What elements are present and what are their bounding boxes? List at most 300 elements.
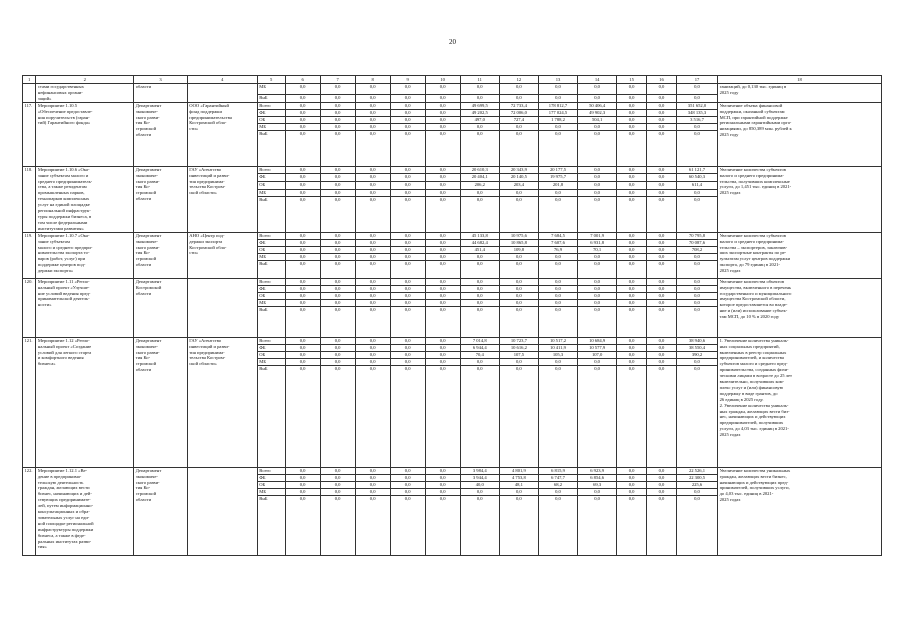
amount-cell: 0,0 <box>425 232 460 239</box>
header-cell: 17 <box>676 76 717 84</box>
amount-cell: 0,0 <box>578 299 617 306</box>
amount-cell: 0,0 <box>355 253 390 260</box>
amount-cell: 70 795,8 <box>676 232 717 239</box>
amount-cell: 0,0 <box>617 474 647 481</box>
amount-cell: 351 652,0 <box>676 102 717 109</box>
amount-cell: 105,3 <box>538 351 577 358</box>
amount-cell: 61 121,7 <box>676 166 717 174</box>
amount-cell: 48,1 <box>499 481 538 488</box>
amount-cell: 0,0 <box>460 197 499 232</box>
amount-cell: 0,0 <box>460 84 499 95</box>
amount-cell: 0,0 <box>647 306 677 337</box>
program-table <box>22 75 882 556</box>
amount-cell: 0,0 <box>285 467 320 474</box>
amount-cell: 0,0 <box>320 189 355 197</box>
funding-source-cell: МБ <box>257 123 285 130</box>
amount-cell: 0,0 <box>499 358 538 365</box>
row-number-cell: 119. <box>23 232 36 278</box>
amount-cell: 0,0 <box>390 488 425 495</box>
amount-cell: 0,0 <box>617 467 647 474</box>
amount-cell: 0,0 <box>355 467 390 474</box>
funding-source-cell: ВнБ <box>257 260 285 278</box>
table-body <box>23 84 882 556</box>
amount-cell: 0,0 <box>285 189 320 197</box>
amount-cell: 0,0 <box>647 365 677 467</box>
amount-cell: 0,0 <box>320 174 355 182</box>
page-number: 20 <box>449 38 456 46</box>
amount-cell: 0,0 <box>499 488 538 495</box>
amount-cell: 0,0 <box>647 337 677 344</box>
amount-cell: 0,0 <box>355 481 390 488</box>
amount-cell: 0,0 <box>355 292 390 299</box>
funding-source-cell: МБ <box>257 299 285 306</box>
amount-cell: 0,0 <box>390 197 425 232</box>
amount-cell: 40,0 <box>460 481 499 488</box>
amount-cell: 0,0 <box>676 94 717 102</box>
funding-source-cell: ОБ <box>257 481 285 488</box>
amount-cell: 0,0 <box>460 285 499 292</box>
amount-cell: 10 411,9 <box>538 344 577 351</box>
amount-cell: 0,0 <box>320 278 355 285</box>
funding-source-cell: Всего <box>257 166 285 174</box>
amount-cell: 0,0 <box>676 130 717 166</box>
funding-source-cell: ФБ <box>257 344 285 351</box>
amount-cell: 0,0 <box>355 260 390 278</box>
amount-cell: 0,0 <box>285 174 320 182</box>
header-cell: 11 <box>460 76 499 84</box>
amount-cell: 0,0 <box>647 197 677 232</box>
amount-cell: 0,0 <box>578 253 617 260</box>
amount-cell: 6 815,9 <box>538 467 577 474</box>
funding-source-cell: МБ <box>257 253 285 260</box>
amount-cell: 0,0 <box>425 130 460 166</box>
header-cell: 7 <box>320 76 355 84</box>
amount-cell: 0,0 <box>578 123 617 130</box>
amount-cell: 0,0 <box>285 481 320 488</box>
amount-cell: 0,0 <box>676 197 717 232</box>
amount-cell: 0,0 <box>538 278 577 285</box>
funding-source-cell: МБ <box>257 189 285 197</box>
amount-cell: 0,0 <box>425 337 460 344</box>
amount-cell: 0,0 <box>355 344 390 351</box>
funding-source-cell: ВнБ <box>257 197 285 232</box>
header-cell: 4 <box>187 76 257 84</box>
amount-cell: 44 682,4 <box>460 239 499 246</box>
amount-cell: 0,0 <box>320 116 355 123</box>
amount-cell: 0,0 <box>425 166 460 174</box>
amount-cell: 0,0 <box>647 246 677 253</box>
header-cell: 2 <box>36 76 134 84</box>
amount-cell: 0,0 <box>355 365 390 467</box>
amount-cell: 0,0 <box>578 182 617 190</box>
amount-cell: 0,0 <box>390 358 425 365</box>
amount-cell: 0,0 <box>355 109 390 116</box>
amount-cell: 0,0 <box>320 306 355 337</box>
amount-cell: 0,0 <box>499 299 538 306</box>
amount-cell: 225,6 <box>676 481 717 488</box>
amount-cell: 0,0 <box>425 102 460 109</box>
expected-result-cell: Увеличение количества субъектов малого и среднего предпринима- тельства – экспортеров, заключив- ших экспортные контракты по ре- зультатам услуг центров поддержки экспорта, до 79 единиц в 2021- 2025 годах <box>718 232 882 278</box>
amount-cell: 0,0 <box>390 278 425 285</box>
amount-cell: 0,0 <box>617 285 647 292</box>
amount-cell: 0,0 <box>425 278 460 285</box>
amount-cell: 201,8 <box>538 182 577 190</box>
amount-cell: 0,0 <box>617 481 647 488</box>
amount-cell: 203,4 <box>499 182 538 190</box>
amount-cell: 1 788,2 <box>538 116 577 123</box>
amount-cell: 0,0 <box>617 351 647 358</box>
amount-cell: 0,0 <box>390 130 425 166</box>
table-row <box>23 102 882 109</box>
funding-source-cell: ВнБ <box>257 365 285 467</box>
amount-cell: 0,0 <box>460 358 499 365</box>
funding-source-cell: ФБ <box>257 239 285 246</box>
amount-cell: 20 404,1 <box>460 174 499 182</box>
header-cell: 18 <box>718 76 882 84</box>
amount-cell: 0,0 <box>499 94 538 102</box>
amount-cell: 0,0 <box>647 351 677 358</box>
header-cell: 12 <box>499 76 538 84</box>
executor-cell: Департамент экономиче- ского разви- тия Ко- стромской области <box>134 102 188 166</box>
amount-cell: 0,0 <box>390 182 425 190</box>
amount-cell: 708,2 <box>676 246 717 253</box>
amount-cell: 0,0 <box>460 189 499 197</box>
amount-cell: 0,0 <box>617 232 647 239</box>
amount-cell: 0,0 <box>676 488 717 495</box>
amount-cell: 0,0 <box>617 130 647 166</box>
amount-cell: 0,0 <box>355 189 390 197</box>
row-number-cell: 122. <box>23 467 36 555</box>
executor-cell: Департамент Костромской области <box>134 278 188 337</box>
amount-cell: 0,0 <box>538 358 577 365</box>
amount-cell: 3 944,4 <box>460 474 499 481</box>
amount-cell: 0,0 <box>355 102 390 109</box>
amount-cell: 0,0 <box>578 365 617 467</box>
amount-cell: 0,0 <box>285 94 320 102</box>
amount-cell: 0,0 <box>320 260 355 278</box>
amount-cell: 0,0 <box>617 299 647 306</box>
amount-cell: 0,0 <box>647 253 677 260</box>
amount-cell: 0,0 <box>285 344 320 351</box>
amount-cell: 0,0 <box>617 306 647 337</box>
amount-cell: 0,0 <box>355 358 390 365</box>
amount-cell: 50 406,4 <box>578 102 617 109</box>
amount-cell: 0,0 <box>355 285 390 292</box>
amount-cell: 178 812,7 <box>538 102 577 109</box>
participant-cell <box>187 467 257 555</box>
amount-cell: 0,0 <box>285 84 320 95</box>
amount-cell: 0,0 <box>617 358 647 365</box>
executor-cell: Департамент экономиче- ского разви- тия Ко- стромской области <box>134 337 188 467</box>
amount-cell: 0,0 <box>320 299 355 306</box>
amount-cell: 0,0 <box>320 481 355 488</box>
amount-cell: 0,0 <box>285 292 320 299</box>
amount-cell: 0,0 <box>425 197 460 232</box>
amount-cell: 0,0 <box>617 174 647 182</box>
amount-cell: 0,0 <box>425 358 460 365</box>
amount-cell: 0,0 <box>647 278 677 285</box>
amount-cell: 0,0 <box>425 365 460 467</box>
amount-cell: 0,0 <box>499 253 538 260</box>
amount-cell: 0,0 <box>285 116 320 123</box>
amount-cell: 0,0 <box>617 246 647 253</box>
amount-cell: 0,0 <box>499 260 538 278</box>
activity-name-cell: Мероприятие 1.12.1 «Ве- дение в предпринима- тельскую деятельность граждан, желающих вести бизнес, начинающих и дей- ствующих предпринимате- лей, путем информационно- консультационных и обра- зовательных услуг на еди- ной площадке региональной инфраструктуры поддержки бизнеса, а также в феде- ральных институтах разви- тия» <box>36 467 134 555</box>
amount-cell: 0,0 <box>617 337 647 344</box>
amount-cell: 0,0 <box>425 253 460 260</box>
table-row <box>23 166 882 174</box>
activity-name-cell: Мероприятие 1.10.7 «Ока- зание субъектам малого и среднего предпри- нимательства экспорта то- варов (работ, услуг) при поддержке центров под- держки экспорта» <box>36 232 134 278</box>
amount-cell: 0,0 <box>538 197 577 232</box>
amount-cell: 72 733,4 <box>499 102 538 109</box>
amount-cell: 3 984,4 <box>460 467 499 474</box>
amount-cell: 0,0 <box>617 189 647 197</box>
amount-cell: 0,0 <box>617 365 647 467</box>
amount-cell: 0,0 <box>617 116 647 123</box>
amount-cell: 0,0 <box>425 292 460 299</box>
amount-cell: 0,0 <box>538 299 577 306</box>
amount-cell: 10 616,2 <box>499 344 538 351</box>
amount-cell: 0,0 <box>320 488 355 495</box>
amount-cell: 0,0 <box>425 488 460 495</box>
amount-cell: 0,0 <box>578 495 617 555</box>
amount-cell: 0,0 <box>499 306 538 337</box>
amount-cell: 22 300,5 <box>676 474 717 481</box>
amount-cell: 76,9 <box>538 246 577 253</box>
activity-name-cell: стами государственных нефинансовых органи- заций» <box>36 84 134 103</box>
amount-cell: 10 684,9 <box>578 337 617 344</box>
amount-cell: 0,0 <box>390 351 425 358</box>
amount-cell: 0,0 <box>617 94 647 102</box>
participant-cell: АНО «Центр под- держки экспорта Костромской обла- сти» <box>187 232 257 278</box>
amount-cell: 0,0 <box>425 481 460 488</box>
amount-cell: 0,0 <box>617 197 647 232</box>
amount-cell: 0,0 <box>425 174 460 182</box>
row-number-cell <box>23 84 36 103</box>
amount-cell: 0,0 <box>320 102 355 109</box>
amount-cell: 0,0 <box>647 239 677 246</box>
amount-cell: 0,0 <box>355 94 390 102</box>
amount-cell: 0,0 <box>320 358 355 365</box>
row-number-cell: 120. <box>23 278 36 337</box>
amount-cell: 0,0 <box>355 278 390 285</box>
amount-cell: 0,0 <box>578 488 617 495</box>
funding-source-cell: Всего <box>257 278 285 285</box>
amount-cell: 497,0 <box>460 116 499 123</box>
amount-cell: 177 024,5 <box>538 109 577 116</box>
header-cell: 13 <box>538 76 577 84</box>
amount-cell: 10 577,9 <box>578 344 617 351</box>
amount-cell: 0,0 <box>390 365 425 467</box>
amount-cell: 22 526,1 <box>676 467 717 474</box>
amount-cell: 0,0 <box>617 278 647 285</box>
amount-cell: 20 177,5 <box>538 166 577 174</box>
amount-cell: 0,0 <box>460 278 499 285</box>
amount-cell: 0,0 <box>390 260 425 278</box>
amount-cell: 0,0 <box>676 365 717 467</box>
amount-cell: 0,0 <box>320 123 355 130</box>
amount-cell: 0,0 <box>538 189 577 197</box>
amount-cell: 0,0 <box>320 182 355 190</box>
amount-cell: 19 975,7 <box>538 174 577 182</box>
amount-cell: 0,0 <box>647 123 677 130</box>
amount-cell: 0,0 <box>647 174 677 182</box>
amount-cell: 0,0 <box>320 337 355 344</box>
amount-cell: 38 940,6 <box>676 337 717 344</box>
amount-cell: 0,0 <box>460 299 499 306</box>
row-number-cell: 118. <box>23 166 36 232</box>
header-cell: 1 <box>23 76 36 84</box>
amount-cell: 0,0 <box>425 467 460 474</box>
amount-cell: 0,0 <box>320 232 355 239</box>
amount-cell: 0,0 <box>676 285 717 292</box>
amount-cell: 4 801,9 <box>499 467 538 474</box>
header-cell: 14 <box>578 76 617 84</box>
amount-cell: 0,0 <box>425 306 460 337</box>
amount-cell: 390,2 <box>676 351 717 358</box>
amount-cell: 0,0 <box>460 292 499 299</box>
amount-cell: 0,0 <box>355 182 390 190</box>
amount-cell: 0,0 <box>425 116 460 123</box>
amount-cell: 6 854,6 <box>578 474 617 481</box>
amount-cell: 0,0 <box>355 246 390 253</box>
header-cell: 16 <box>647 76 677 84</box>
amount-cell: 0,0 <box>647 189 677 197</box>
amount-cell: 0,0 <box>425 239 460 246</box>
funding-source-cell: ОБ <box>257 116 285 123</box>
amount-cell: 0,0 <box>425 123 460 130</box>
amount-cell: 0,0 <box>647 481 677 488</box>
amount-cell: 0,0 <box>460 306 499 337</box>
amount-cell: 0,0 <box>538 84 577 95</box>
amount-cell: 69,3 <box>578 481 617 488</box>
amount-cell: 0,0 <box>578 94 617 102</box>
funding-source-cell: ВнБ <box>257 306 285 337</box>
amount-cell: 0,0 <box>538 253 577 260</box>
expected-result-cell: 1. Увеличение количества уникаль- ных социальных предприятий, включенных в реестр социальных предпринимателей, и количества субъектов малого и среднего пред- принимательства, созданных физи- ческими лицами в возрасте до 25 лет включительно, получивших ком- плекс услуг и (или) финансовую поддержку в виде грантов, до 26 единиц в 2025 году. 2. Увеличение количества уникаль- ных граждан, желающих вести биз- нес, начинающих и действующих предпринимателей, получивших услуги, до 4,03 тыс. единиц в 2021- 2025 годах <box>718 337 882 467</box>
amount-cell: 0,0 <box>285 278 320 285</box>
amount-cell: 0,0 <box>285 306 320 337</box>
header-cell: 3 <box>134 76 188 84</box>
header-cell: 8 <box>355 76 390 84</box>
amount-cell: 0,0 <box>320 474 355 481</box>
amount-cell: 0,0 <box>425 351 460 358</box>
funding-source-cell: ФБ <box>257 474 285 481</box>
amount-cell: 0,0 <box>320 84 355 95</box>
amount-cell: 0,0 <box>320 292 355 299</box>
amount-cell: 727,4 <box>499 116 538 123</box>
amount-cell: 0,0 <box>390 481 425 488</box>
amount-cell: 0,0 <box>676 260 717 278</box>
amount-cell: 0,0 <box>390 306 425 337</box>
participant-cell: ГАУ «Агентство инвестиций и разви- тия предпринима- тельства Костром- ской области» <box>187 337 257 467</box>
amount-cell: 0,0 <box>676 292 717 299</box>
amount-cell: 0,0 <box>285 109 320 116</box>
amount-cell: 0,0 <box>425 299 460 306</box>
amount-cell: 0,0 <box>425 189 460 197</box>
amount-cell: 6 944,4 <box>460 344 499 351</box>
amount-cell: 0,0 <box>285 358 320 365</box>
amount-cell: 3 516,7 <box>676 116 717 123</box>
amount-cell: 0,0 <box>320 94 355 102</box>
amount-cell: 0,0 <box>355 123 390 130</box>
amount-cell: 0,0 <box>355 166 390 174</box>
amount-cell: 0,0 <box>355 174 390 182</box>
amount-cell: 348 135,3 <box>676 109 717 116</box>
amount-cell: 0,0 <box>320 495 355 555</box>
amount-cell: 0,0 <box>676 123 717 130</box>
amount-cell: 0,0 <box>647 260 677 278</box>
amount-cell: 0,0 <box>390 94 425 102</box>
amount-cell: 0,0 <box>285 130 320 166</box>
amount-cell: 0,0 <box>676 84 717 95</box>
amount-cell: 0,0 <box>499 278 538 285</box>
amount-cell: 0,0 <box>355 197 390 232</box>
amount-cell: 0,0 <box>578 260 617 278</box>
amount-cell: 6 747,7 <box>538 474 577 481</box>
amount-cell: 0,0 <box>647 102 677 109</box>
amount-cell: 0,0 <box>647 130 677 166</box>
amount-cell: 0,0 <box>355 351 390 358</box>
amount-cell: 0,0 <box>578 285 617 292</box>
amount-cell: 0,0 <box>285 474 320 481</box>
amount-cell: 0,0 <box>355 299 390 306</box>
amount-cell: 0,0 <box>320 246 355 253</box>
amount-cell: 0,0 <box>320 351 355 358</box>
amount-cell: 0,0 <box>617 239 647 246</box>
participant-cell: ООО «Гарантийный фонд поддержки предпринимательства Костромской обла- сти» <box>187 102 257 166</box>
expected-result-cell: Увеличение объема финансовой поддержки, оказанной субъектам МСП, при гарантийной поддержке региональными гарантийными орга- низациями, до 850,389 млн. рублей к 2025 году <box>718 102 882 166</box>
amount-cell: 0,0 <box>676 495 717 555</box>
amount-cell: 0,0 <box>578 306 617 337</box>
funding-source-cell: ВнБ <box>257 94 285 102</box>
participant-cell <box>187 278 257 337</box>
amount-cell: 49 902,3 <box>578 109 617 116</box>
amount-cell: 0,0 <box>499 292 538 299</box>
amount-cell: 0,0 <box>355 306 390 337</box>
amount-cell: 0,0 <box>390 474 425 481</box>
funding-source-cell: ОБ <box>257 351 285 358</box>
activity-name-cell: Мероприятие 1.10.5 «Обеспечение предоставле- ния поручительств (гаран- тий) Гарантийного фонда» <box>36 102 134 166</box>
amount-cell: 0,0 <box>578 130 617 166</box>
amount-cell: 0,0 <box>460 253 499 260</box>
amount-cell: 0,0 <box>617 182 647 190</box>
activity-name-cell: Мероприятие 1.12 «Регио- нальный проект «Создание условий для легкого старта и комфортного ведения бизнеса» <box>36 337 134 467</box>
amount-cell: 0,0 <box>285 166 320 174</box>
amount-cell: 0,0 <box>460 130 499 166</box>
amount-cell: 0,0 <box>285 239 320 246</box>
amount-cell: 0,0 <box>355 337 390 344</box>
amount-cell: 0,0 <box>647 116 677 123</box>
amount-cell: 0,0 <box>499 84 538 95</box>
amount-cell: 10 517,2 <box>538 337 577 344</box>
table-row <box>23 278 882 285</box>
executor-cell: Департамент экономиче- ского разви- тия Ко- стромской области <box>134 467 188 555</box>
amount-cell: 0,0 <box>538 94 577 102</box>
amount-cell: 0,0 <box>538 306 577 337</box>
amount-cell: 0,0 <box>647 358 677 365</box>
amount-cell: 0,0 <box>647 495 677 555</box>
amount-cell: 7 014,8 <box>460 337 499 344</box>
amount-cell: 0,0 <box>285 365 320 467</box>
funding-source-cell: ВнБ <box>257 130 285 166</box>
funding-source-cell: ФБ <box>257 109 285 116</box>
amount-cell: 0,0 <box>617 84 647 95</box>
amount-cell: 0,0 <box>617 109 647 116</box>
amount-cell: 0,0 <box>355 239 390 246</box>
funding-source-cell: МБ <box>257 358 285 365</box>
amount-cell: 0,0 <box>647 182 677 190</box>
